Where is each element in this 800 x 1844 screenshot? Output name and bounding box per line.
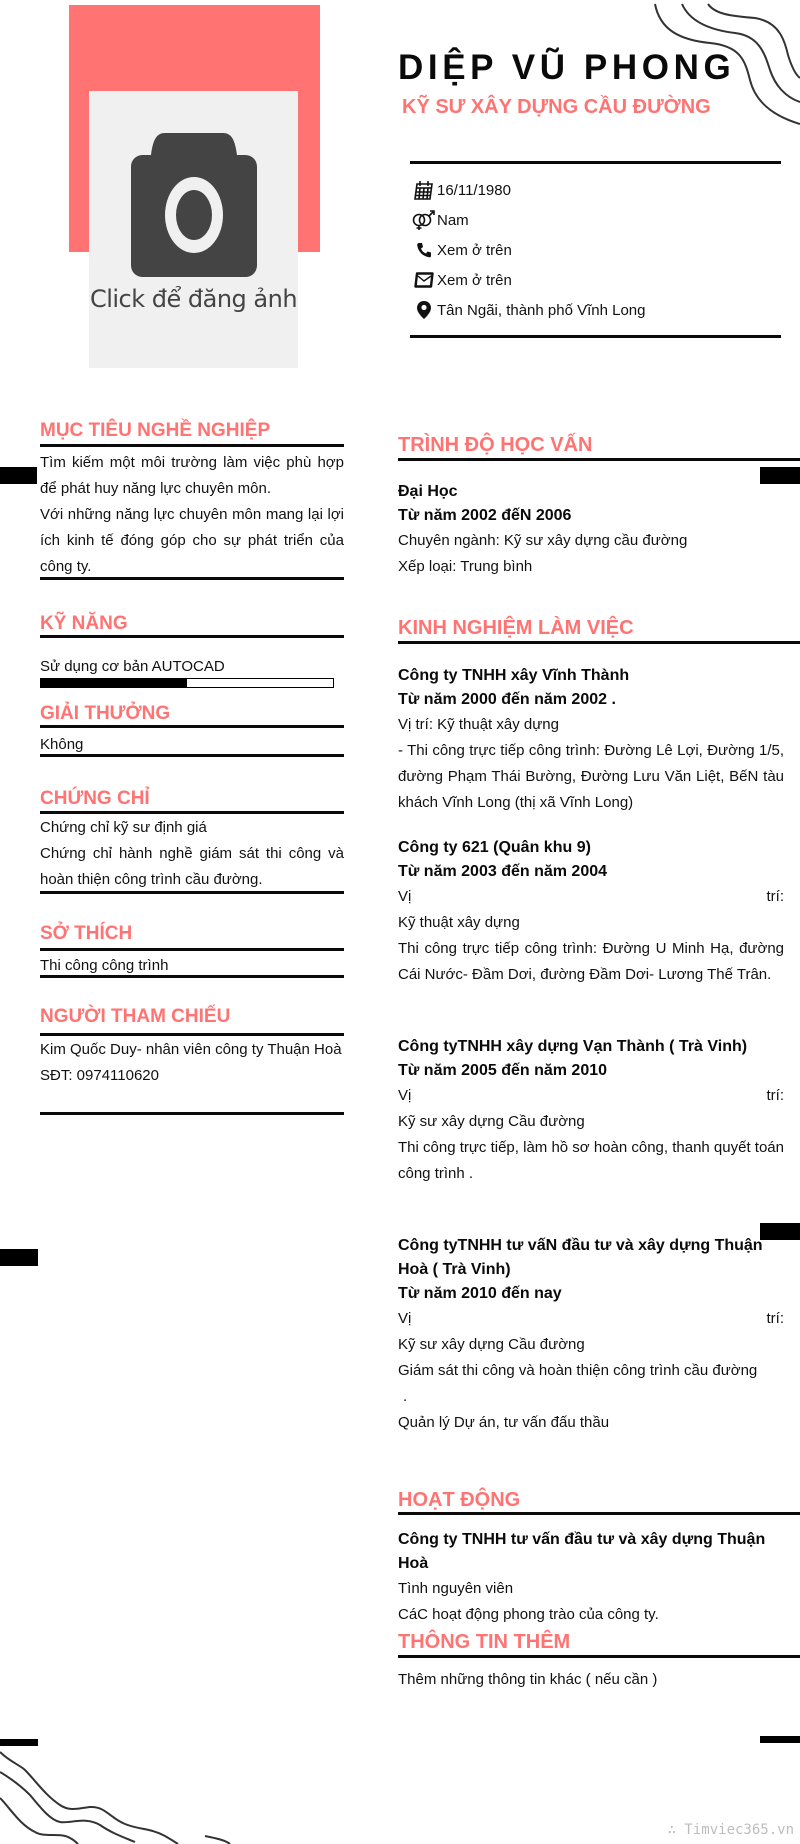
email-icon: [412, 269, 436, 291]
contact-bottom-rule: [410, 335, 781, 338]
candidate-name: DIỆP VŨ PHONG: [398, 48, 736, 87]
photo-upload-label: Click để đăng ảnh: [89, 285, 298, 313]
certificates-section: [40, 815, 344, 893]
reference-line: Kim Quốc Duy- nhân viên công ty Thuận Hoà: [40, 1041, 342, 1058]
hobbies-top-rule: [40, 948, 344, 951]
position-label-left: Vị: [398, 1310, 412, 1327]
hobbies-title: SỞ THÍCH: [40, 923, 133, 944]
references-section: [40, 1037, 344, 1089]
activity-org: Công ty TNHH tư vấn đầu tư và xây dựng Thuận Hoà: [398, 1531, 766, 1572]
birthdate-value: 16/11/1980: [437, 181, 511, 199]
job-position-label: [398, 884, 784, 910]
certificates-bottom-rule: [40, 891, 344, 894]
position-label-left: Vị: [398, 1087, 412, 1104]
objective-top-rule: [40, 444, 344, 447]
additional-title: THÔNG TIN THÊM: [398, 1631, 571, 1653]
position-label-right: trí:: [766, 888, 784, 905]
education-major: Chuyên ngành: Kỹ sư xây dựng cầu đường: [398, 532, 688, 549]
hobbies-bottom-rule: [40, 975, 344, 978]
education-grade: Xếp loại: Trung bình: [398, 558, 533, 575]
edge-marker: [0, 1739, 38, 1746]
job-company: Công ty 621 (Quân khu 9): [398, 839, 591, 856]
objective-line: Với những năng lực chuyên môn mang lại lợi ích kinh tế đóng góp cho sự phát triển của công ty.: [40, 506, 344, 575]
objective-section: [40, 450, 344, 580]
certificate-line: Chứng chỉ hành nghề giám sát thi công và hoàn thiện công trình cầu đường.: [40, 845, 344, 888]
skill-item: [40, 658, 344, 688]
photo-upload[interactable]: [89, 91, 298, 368]
gender-icon: [412, 209, 436, 231]
contact-gender: [412, 205, 782, 235]
references-title: NGƯỜI THAM CHIẾU: [40, 1006, 231, 1027]
email-value: Xem ở trên: [437, 271, 512, 289]
position-label-right: trí:: [766, 1087, 784, 1104]
skills-title: KỸ NĂNG: [40, 613, 128, 634]
job-description: Quản lý Dự án, tư vấn đấu thầu: [398, 1414, 610, 1431]
education-rule: [398, 458, 800, 461]
phone-value: Xem ở trên: [437, 241, 512, 259]
contact-address: [412, 295, 782, 325]
phone-icon: [412, 239, 436, 261]
contact-info: [412, 175, 782, 325]
awards-top-rule: [40, 725, 344, 728]
experience-job: [398, 1035, 784, 1187]
activities-title: HOẠT ĐỘNG: [398, 1489, 521, 1511]
contact-birthdate: [412, 175, 782, 205]
awards-bottom-rule: [40, 754, 344, 757]
activities-rule: [398, 1512, 800, 1515]
job-period: Từ năm 2000 đến năm 2002 .: [398, 691, 616, 708]
objective-line: Tìm kiếm một môi trường làm việc phù hợp để phát huy năng lực chuyên môn.: [40, 454, 344, 497]
edge-marker: [760, 1736, 800, 1743]
activity-desc: CáC hoạt động phong trào của công ty.: [398, 1606, 659, 1623]
location-icon: [412, 299, 436, 321]
certificates-title: CHỨNG CHỈ: [40, 788, 150, 809]
job-description: - Thi công trực tiếp công trình: Đường Lê Lợi, Đường 1/5, đường Phạm Thái Bường, Đường Lưu Văn Liệt, BếN tàu khách Vĩnh Long (thị xã Vĩnh Long): [398, 742, 784, 811]
job-description: Giám sát thi công và hoàn thiện công trình cầu đường: [398, 1362, 758, 1379]
education-section: [398, 480, 784, 580]
address-value: Tân Ngãi, thành phố Vĩnh Long: [437, 301, 646, 319]
education-period: Từ năm 2002 đếN 2006: [398, 507, 572, 524]
hobbies-text: Thi công công trình: [40, 957, 169, 974]
experience-rule: [398, 641, 800, 644]
skill-level-bar: [40, 678, 334, 688]
references-bottom-rule: [40, 1112, 344, 1115]
additional-text: Thêm những thông tin khác ( nếu cần ): [398, 1671, 658, 1688]
edge-marker: [0, 467, 37, 484]
job-period: Từ năm 2005 đến năm 2010: [398, 1062, 608, 1079]
additional-rule: [398, 1655, 800, 1658]
awards-text: Không: [40, 736, 84, 753]
position-label-left: Vị: [398, 888, 412, 905]
job-company: Công tyTNHH xây dựng Vạn Thành ( Trà Vinh): [398, 1038, 748, 1055]
job-position-label: [398, 1306, 784, 1332]
activity-role: Tình nguyên viên: [398, 1580, 514, 1597]
experience-job: [398, 1234, 784, 1436]
experience-job: [398, 664, 784, 816]
job-position: Vị trí: Kỹ thuật xây dựng: [398, 716, 559, 733]
skills-top-rule: [40, 635, 344, 638]
position-label-right: trí:: [766, 1310, 784, 1327]
objective-bottom-rule: [40, 577, 344, 580]
job-period: Từ năm 2003 đến năm 2004: [398, 863, 608, 880]
job-position: Kỹ sư xây dựng Cầu đường: [398, 1113, 585, 1130]
job-description-dot: .: [403, 1388, 408, 1405]
job-title: KỸ SƯ XÂY DỰNG CẦU ĐƯỜNG: [402, 96, 711, 118]
job-description: Thi công trực tiếp, làm hồ sơ hoàn công, thanh quyết toán công trình .: [398, 1139, 784, 1182]
job-position: Kỹ thuật xây dựng: [398, 914, 520, 931]
skill-level-fill: [41, 679, 187, 687]
references-top-rule: [40, 1033, 344, 1036]
contact-email: [412, 265, 782, 295]
education-title: TRÌNH ĐỘ HỌC VẤN: [398, 434, 593, 456]
calendar-icon: [412, 179, 436, 201]
job-period: Từ năm 2010 đến nay: [398, 1285, 562, 1302]
experience-job: [398, 836, 784, 988]
job-company: Công tyTNHH tư vấN đầu tư và xây dựng Thuận Hoà ( Trà Vinh): [398, 1237, 763, 1278]
objective-title: MỤC TIÊU NGHỀ NGHIỆP: [40, 420, 271, 441]
certificates-top-rule: [40, 811, 344, 814]
education-school: Đại Học: [398, 483, 458, 500]
gender-value: Nam: [437, 211, 469, 229]
job-description: Thi công trực tiếp công trình: Đường U Minh Hạ, đường Cái Nước- Đầm Dơi, đường Đầm Dơi- Lương Thế Trân.: [398, 940, 784, 983]
reference-line: SĐT: 0974110620: [40, 1067, 159, 1084]
camera-icon: [131, 133, 257, 277]
awards-title: GIẢI THƯỞNG: [40, 703, 171, 724]
job-position-label: [398, 1083, 784, 1109]
activities-section: [398, 1528, 784, 1628]
wave-decoration-bottom: [0, 1750, 280, 1844]
experience-title: KINH NGHIỆM LÀM VIỆC: [398, 617, 634, 639]
contact-phone: [412, 235, 782, 265]
certificate-line: Chứng chỉ kỹ sư định giá: [40, 819, 207, 836]
watermark: ∴ Timviec365.vn: [667, 1822, 794, 1838]
job-position: Kỹ sư xây dựng Cầu đường: [398, 1336, 585, 1353]
skill-name: Sử dụng cơ bản AUTOCAD: [40, 658, 225, 675]
job-company: Công ty TNHH xây Vĩnh Thành: [398, 667, 630, 684]
contact-top-rule: [410, 161, 781, 164]
edge-marker: [0, 1249, 38, 1266]
